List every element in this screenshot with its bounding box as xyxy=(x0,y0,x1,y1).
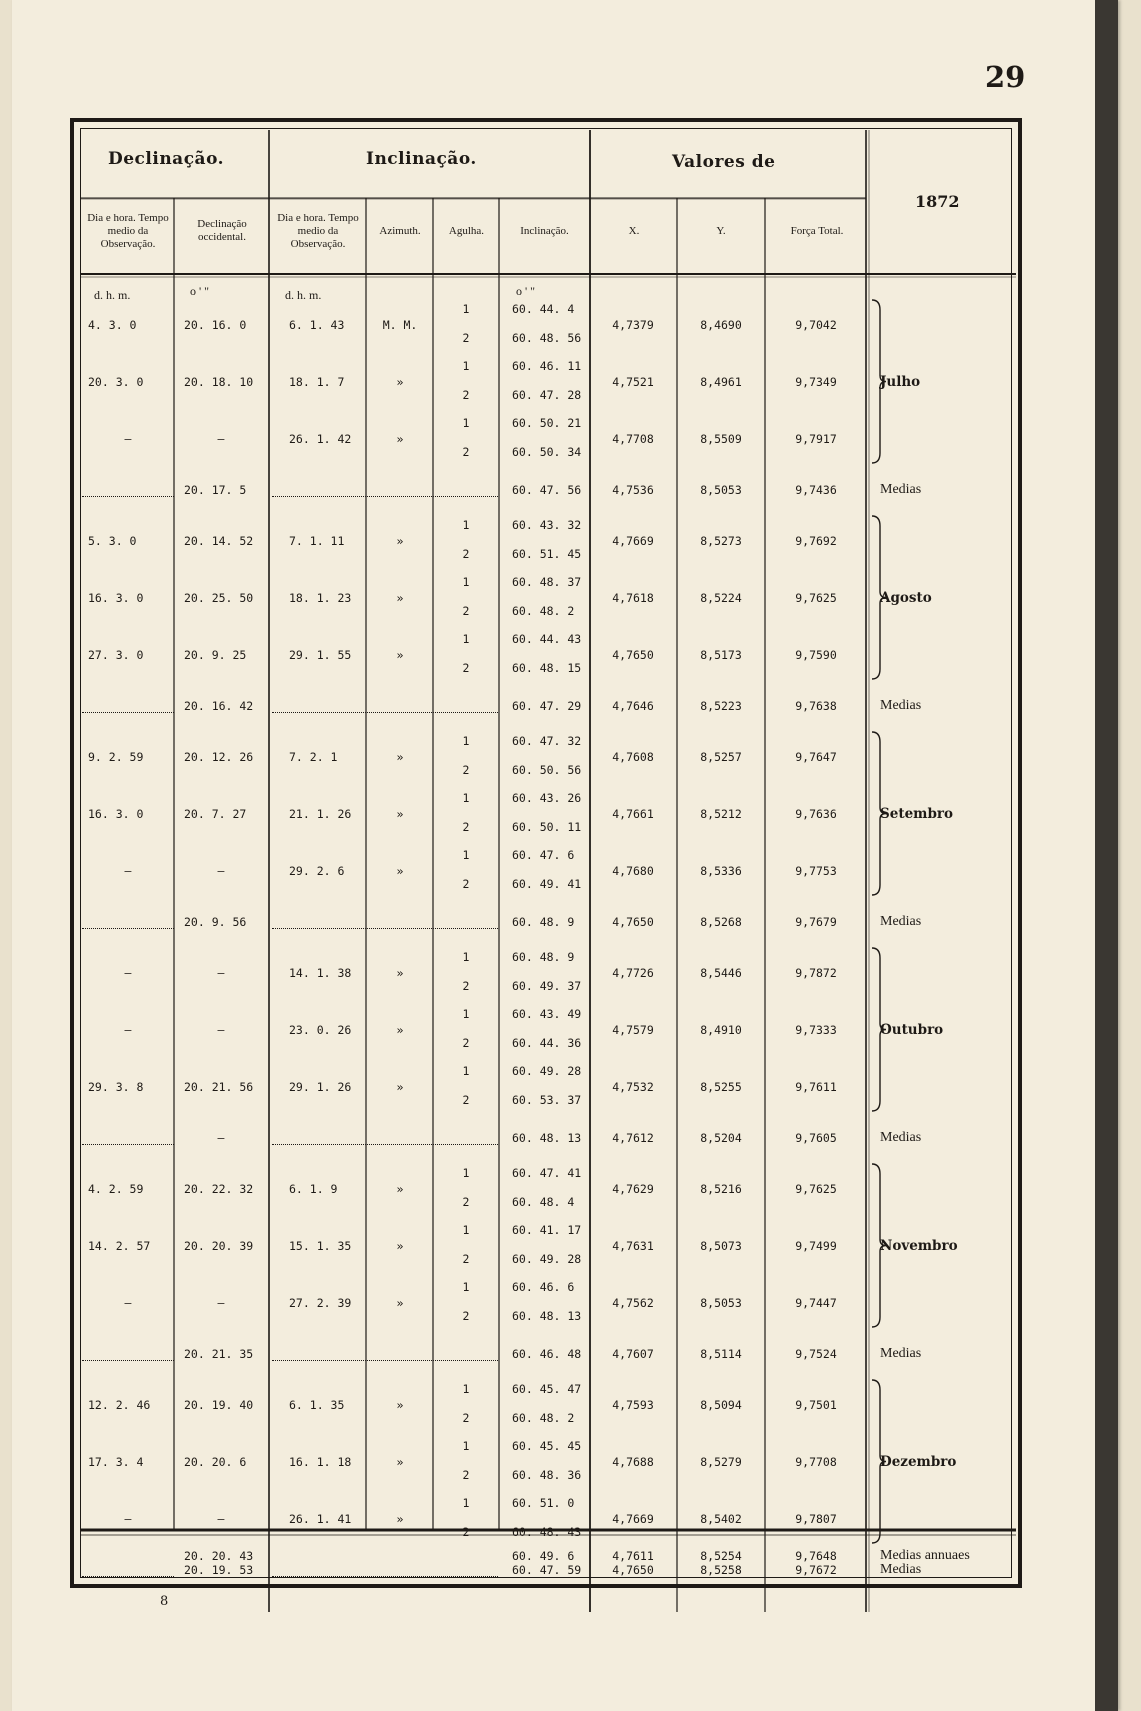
cell-time-declination: 16. 3. 0 xyxy=(88,590,144,605)
medias-label: Medias xyxy=(880,1129,922,1145)
cell-inclination-needle-2: 60. 53. 37 xyxy=(512,1093,582,1107)
cell-inclination-needle-1: 60. 41. 17 xyxy=(512,1223,582,1237)
medias-annuaes-label: Medias annuaes xyxy=(880,1548,970,1563)
dotted-leader xyxy=(82,1576,174,1577)
cell-azimuth: » xyxy=(396,965,404,980)
cell-time-declination: 27. 3. 0 xyxy=(88,647,144,662)
cell-declination: 20. 9. 25 xyxy=(184,647,247,662)
cell-declination: 20. 20. 6 xyxy=(184,1454,247,1469)
cell-mean-inclination: 60. 47. 59 xyxy=(512,1562,582,1577)
dotted-leader xyxy=(272,1360,498,1361)
cell-mean-forca-total: 9,7672 xyxy=(795,1562,837,1577)
cell-inclination-needle-1: 60. 46. 11 xyxy=(512,359,582,373)
cell-time-declination: 12. 2. 46 xyxy=(88,1397,151,1412)
cell-agulha: 1 xyxy=(462,1166,470,1180)
unit-inclination: o ' " xyxy=(516,284,536,298)
cell-forca-total: 9,7349 xyxy=(795,374,837,389)
cell-y: 8,5446 xyxy=(700,965,742,980)
cell-y: 8,4910 xyxy=(700,1022,742,1037)
cell-inclination-needle-2: 60. 48. 13 xyxy=(512,1309,582,1323)
cell-y: 8,5273 xyxy=(700,533,742,548)
cell-forca-total: 9,7625 xyxy=(795,590,837,605)
cell-inclination-needle-1: 60. 49. 28 xyxy=(512,1064,582,1078)
cell-declination: — xyxy=(217,1295,225,1310)
cell-mean-forca-total: 9,7524 xyxy=(795,1346,837,1361)
cell-time-inclination: 7. 1. 11 xyxy=(289,533,345,548)
cell-agulha: 1 xyxy=(462,848,470,862)
cell-mean-y: 8,5204 xyxy=(700,1130,742,1145)
cell-inclination-needle-1: 60. 47. 6 xyxy=(512,848,575,862)
cell-x: 4,7521 xyxy=(612,374,654,389)
cell-declination: 20. 16. 0 xyxy=(184,317,247,332)
cell-declination: — xyxy=(217,965,225,980)
cell-mean-x: 4,7607 xyxy=(612,1346,654,1361)
cell-azimuth: » xyxy=(396,1238,404,1253)
cell-time-declination: — xyxy=(124,431,132,446)
cell-agulha: 1 xyxy=(462,1439,470,1453)
cell-azimuth: » xyxy=(396,1295,404,1310)
cell-agulha: 2 xyxy=(462,388,470,402)
cell-declination: 20. 7. 27 xyxy=(184,806,247,821)
cell-time-inclination: 18. 1. 7 xyxy=(289,374,345,389)
page-number: 29 xyxy=(985,60,1026,94)
cell-x: 4,7650 xyxy=(612,647,654,662)
cell-inclination-needle-2: 60. 48. 2 xyxy=(512,604,575,618)
cell-agulha: 1 xyxy=(462,791,470,805)
cell-x: 4,7680 xyxy=(612,863,654,878)
cell-forca-total: 9,7636 xyxy=(795,806,837,821)
cell-inclination-needle-1: 60. 44. 4 xyxy=(512,302,575,316)
cell-y: 8,5053 xyxy=(700,1295,742,1310)
cell-mean-y: 8,5114 xyxy=(700,1346,742,1361)
month-label: Setembro xyxy=(880,805,954,822)
cell-time-inclination: 6. 1. 43 xyxy=(289,317,345,332)
cell-y: 8,5509 xyxy=(700,431,742,446)
cell-inclination-needle-2: 60. 51. 45 xyxy=(512,547,582,561)
cell-mean-y: 8,5053 xyxy=(700,482,742,497)
col-header-x: X. xyxy=(628,224,640,237)
dotted-leader xyxy=(272,1576,498,1577)
cell-declination: — xyxy=(217,1022,225,1037)
col-header-inclination: Inclinação. xyxy=(520,224,569,237)
cell-x: 4,7379 xyxy=(612,317,654,332)
cell-azimuth: » xyxy=(396,431,404,446)
year-header: 1872 xyxy=(915,192,960,211)
cell-forca-total: 9,7501 xyxy=(795,1397,837,1412)
col-header-forca-total: Força Total. xyxy=(790,224,844,237)
cell-mean-inclination: 60. 47. 29 xyxy=(512,698,582,713)
cell-agulha: 1 xyxy=(462,359,470,373)
cell-declination: 20. 22. 32 xyxy=(184,1181,254,1196)
cell-y: 8,5216 xyxy=(700,1181,742,1196)
cell-mean-y: 8,5223 xyxy=(700,698,742,713)
cell-y: 8,5224 xyxy=(700,590,742,605)
cell-agulha: 2 xyxy=(462,661,470,675)
cell-declination: — xyxy=(217,431,225,446)
cell-time-inclination: 29. 1. 55 xyxy=(289,647,352,662)
cell-inclination-needle-1: 60. 43. 32 xyxy=(512,518,582,532)
cell-x: 4,7631 xyxy=(612,1238,654,1253)
cell-inclination-needle-2: 60. 50. 34 xyxy=(512,445,582,459)
cell-time-declination: 14. 2. 57 xyxy=(88,1238,151,1253)
cell-x: 4,7669 xyxy=(612,533,654,548)
cell-y: 8,5173 xyxy=(700,647,742,662)
cell-azimuth: » xyxy=(396,533,404,548)
cell-y: 8,5255 xyxy=(700,1079,742,1094)
cell-agulha: 2 xyxy=(462,331,470,345)
cell-mean-declination: 20. 19. 53 xyxy=(184,1562,254,1577)
cell-time-declination: — xyxy=(124,1022,132,1037)
cell-forca-total: 9,7625 xyxy=(795,1181,837,1196)
cell-agulha: 1 xyxy=(462,632,470,646)
cell-x: 4,7532 xyxy=(612,1079,654,1094)
cell-azimuth: » xyxy=(396,647,404,662)
cell-azimuth: » xyxy=(396,374,404,389)
cell-x: 4,7618 xyxy=(612,590,654,605)
cell-declination: 20. 12. 26 xyxy=(184,749,254,764)
cell-time-declination: — xyxy=(124,1511,132,1526)
cell-declination: — xyxy=(217,863,225,878)
cell-inclination-needle-2: 60. 49. 41 xyxy=(512,877,582,891)
group-header-valores: Valores de xyxy=(672,152,776,172)
medias-label: Medias xyxy=(880,913,922,929)
cell-forca-total: 9,7692 xyxy=(795,533,837,548)
cell-inclination-needle-1: 60. 47. 41 xyxy=(512,1166,582,1180)
cell-agulha: 2 xyxy=(462,1525,470,1539)
cell-time-declination: 20. 3. 0 xyxy=(88,374,144,389)
cell-agulha: 2 xyxy=(462,547,470,561)
cell-mean-x: 4,7612 xyxy=(612,1130,654,1145)
cell-mean-x: 4,7650 xyxy=(612,1562,654,1577)
cell-time-inclination: 15. 1. 35 xyxy=(289,1238,352,1253)
cell-time-declination: 4. 2. 59 xyxy=(88,1181,144,1196)
cell-time-inclination: 7. 2. 1 xyxy=(289,749,338,764)
cell-time-inclination: 23. 0. 26 xyxy=(289,1022,352,1037)
cell-mean-x: 4,7646 xyxy=(612,698,654,713)
month-label: Julho xyxy=(880,373,921,390)
cell-forca-total: 9,7872 xyxy=(795,965,837,980)
cell-agulha: 2 xyxy=(462,1411,470,1425)
cell-y: 8,5336 xyxy=(700,863,742,878)
cell-agulha: 1 xyxy=(462,1382,470,1396)
month-label: Dezembro xyxy=(880,1453,957,1470)
cell-azimuth: » xyxy=(396,590,404,605)
cell-agulha: 2 xyxy=(462,820,470,834)
cell-mean-forca-total: 9,7436 xyxy=(795,482,837,497)
cell-inclination-needle-1: 60. 44. 43 xyxy=(512,632,582,646)
cell-time-inclination: 21. 1. 26 xyxy=(289,806,352,821)
footer-mark: 8 xyxy=(160,1594,169,1609)
cell-x: 4,7726 xyxy=(612,965,654,980)
cell-inclination-needle-2: 60. 50. 11 xyxy=(512,820,582,834)
cell-inclination-needle-1: 60. 46. 6 xyxy=(512,1280,575,1294)
cell-forca-total: 9,7590 xyxy=(795,647,837,662)
cell-azimuth: » xyxy=(396,1079,404,1094)
cell-y: 8,4690 xyxy=(700,317,742,332)
cell-agulha: 2 xyxy=(462,979,470,993)
cell-annual-forca-total: 9,7648 xyxy=(795,1549,837,1563)
medias-label: Medias xyxy=(880,697,922,713)
cell-forca-total: 9,7647 xyxy=(795,749,837,764)
cell-time-inclination: 16. 1. 18 xyxy=(289,1454,352,1469)
cell-inclination-needle-2: 60. 48. 56 xyxy=(512,331,582,345)
group-header-declinacao: Declinação. xyxy=(108,149,225,169)
cell-time-inclination: 6. 1. 9 xyxy=(289,1181,338,1196)
cell-declination: 20. 19. 40 xyxy=(184,1397,254,1412)
cell-mean-y: 8,5268 xyxy=(700,914,742,929)
cell-agulha: 2 xyxy=(462,1468,470,1482)
cell-y: 8,5402 xyxy=(700,1511,742,1526)
cell-agulha: 2 xyxy=(462,604,470,618)
cell-mean-inclination: 60. 48. 9 xyxy=(512,914,575,929)
cell-time-inclination: 26. 1. 42 xyxy=(289,431,352,446)
cell-inclination-needle-2: 60. 48. 36 xyxy=(512,1468,582,1482)
cell-inclination-needle-2: 60. 50. 56 xyxy=(512,763,582,777)
col-header-time-inclination: Dia e hora. Tempo medio da Observação. xyxy=(277,211,359,250)
cell-agulha: 2 xyxy=(462,1093,470,1107)
cell-agulha: 1 xyxy=(462,1007,470,1021)
dotted-leader xyxy=(82,496,174,497)
cell-y: 8,5212 xyxy=(700,806,742,821)
cell-forca-total: 9,7447 xyxy=(795,1295,837,1310)
cell-forca-total: 9,7807 xyxy=(795,1511,837,1526)
cell-annual-declination: 20. 20. 43 xyxy=(184,1549,254,1563)
cell-mean-inclination: 60. 47. 56 xyxy=(512,482,582,497)
cell-time-declination: — xyxy=(124,863,132,878)
cell-x: 4,7562 xyxy=(612,1295,654,1310)
cell-mean-declination: — xyxy=(217,1130,225,1145)
cell-forca-total: 9,7753 xyxy=(795,863,837,878)
cell-forca-total: 9,7333 xyxy=(795,1022,837,1037)
dotted-leader xyxy=(272,1144,498,1145)
dotted-leader xyxy=(82,928,174,929)
cell-time-inclination: 6. 1. 35 xyxy=(289,1397,345,1412)
cell-mean-inclination: 60. 48. 13 xyxy=(512,1130,582,1145)
cell-azimuth: » xyxy=(396,1511,404,1526)
cell-agulha: 1 xyxy=(462,518,470,532)
cell-mean-forca-total: 9,7679 xyxy=(795,914,837,929)
cell-x: 4,7661 xyxy=(612,806,654,821)
cell-inclination-needle-1: 60. 43. 26 xyxy=(512,791,582,805)
cell-time-declination: — xyxy=(124,965,132,980)
unit-time-declination: d. h. m. xyxy=(94,288,131,302)
cell-inclination-needle-2: 60. 49. 28 xyxy=(512,1252,582,1266)
cell-inclination-needle-2: 60. 49. 37 xyxy=(512,979,582,993)
cell-azimuth: » xyxy=(396,806,404,821)
cell-annual-y: 8,5254 xyxy=(700,1549,742,1563)
cell-time-inclination: 29. 1. 26 xyxy=(289,1079,352,1094)
cell-x: 4,7579 xyxy=(612,1022,654,1037)
dotted-leader xyxy=(82,1360,174,1361)
cell-agulha: 1 xyxy=(462,416,470,430)
cell-inclination-needle-1: 60. 45. 45 xyxy=(512,1439,582,1453)
cell-annual-x: 4,7611 xyxy=(612,1549,654,1563)
cell-inclination-needle-1: 60. 47. 32 xyxy=(512,734,582,748)
cell-forca-total: 9,7917 xyxy=(795,431,837,446)
cell-time-inclination: 14. 1. 38 xyxy=(289,965,352,980)
cell-inclination-needle-1: 60. 45. 47 xyxy=(512,1382,582,1396)
cell-annual-inclination: 60. 49. 6 xyxy=(512,1549,575,1563)
col-header-y: Y. xyxy=(716,224,726,237)
dotted-leader xyxy=(272,496,498,497)
cell-agulha: 1 xyxy=(462,1496,470,1510)
cell-agulha: 2 xyxy=(462,1036,470,1050)
cell-inclination-needle-2: 60. 47. 28 xyxy=(512,388,582,402)
cell-forca-total: 9,7042 xyxy=(795,317,837,332)
cell-inclination-needle-2: 60. 44. 36 xyxy=(512,1036,582,1050)
cell-mean-inclination: 60. 46. 48 xyxy=(512,1346,582,1361)
dotted-leader xyxy=(82,712,174,713)
cell-x: 4,7669 xyxy=(612,1511,654,1526)
cell-y: 8,4961 xyxy=(700,374,742,389)
month-label: Agosto xyxy=(880,589,932,606)
cell-declination: 20. 18. 10 xyxy=(184,374,254,389)
cell-agulha: 2 xyxy=(462,1195,470,1209)
cell-azimuth: » xyxy=(396,1022,404,1037)
cell-mean-declination: 20. 9. 56 xyxy=(184,914,247,929)
cell-time-declination: 5. 3. 0 xyxy=(88,533,137,548)
cell-forca-total: 9,7708 xyxy=(795,1454,837,1469)
cell-x: 4,7608 xyxy=(612,749,654,764)
cell-azimuth: » xyxy=(396,1181,404,1196)
cell-inclination-needle-1: 60. 43. 49 xyxy=(512,1007,582,1021)
cell-agulha: 2 xyxy=(462,1309,470,1323)
cell-inclination-needle-2: 60. 48. 4 xyxy=(512,1195,575,1209)
dotted-leader xyxy=(272,928,498,929)
cell-inclination-needle-1: 60. 50. 21 xyxy=(512,416,582,430)
cell-azimuth: M. M. xyxy=(382,317,418,332)
cell-inclination-needle-1: 60. 51. 0 xyxy=(512,1496,575,1510)
cell-y: 8,5279 xyxy=(700,1454,742,1469)
cell-forca-total: 9,7499 xyxy=(795,1238,837,1253)
cell-x: 4,7629 xyxy=(612,1181,654,1196)
cell-time-declination: 17. 3. 4 xyxy=(88,1454,144,1469)
col-header-declination: Declinação occidental. xyxy=(197,218,247,243)
cell-azimuth: » xyxy=(396,749,404,764)
month-label: Novembro xyxy=(880,1237,958,1254)
cell-mean-forca-total: 9,7638 xyxy=(795,698,837,713)
cell-agulha: 1 xyxy=(462,575,470,589)
cell-y: 8,5257 xyxy=(700,749,742,764)
cell-time-inclination: 18. 1. 23 xyxy=(289,590,352,605)
cell-azimuth: » xyxy=(396,1454,404,1469)
cell-mean-declination: 20. 16. 42 xyxy=(184,698,254,713)
col-header-time-declination: Dia e hora. Tempo medio da Observação. xyxy=(87,211,169,250)
medias-label: Medias xyxy=(880,481,922,497)
cell-agulha: 1 xyxy=(462,1064,470,1078)
dotted-leader xyxy=(272,712,498,713)
col-header-azimuth: Azimuth. xyxy=(379,224,421,237)
cell-azimuth: » xyxy=(396,863,404,878)
cell-declination: 20. 14. 52 xyxy=(184,533,254,548)
cell-forca-total: 9,7611 xyxy=(795,1079,837,1094)
cell-agulha: 2 xyxy=(462,1252,470,1266)
cell-x: 4,7708 xyxy=(612,431,654,446)
cell-mean-x: 4,7650 xyxy=(612,914,654,929)
cell-inclination-needle-2: 60. 48. 2 xyxy=(512,1411,575,1425)
group-header-inclinacao: Inclinação. xyxy=(366,149,477,169)
cell-declination: 20. 20. 39 xyxy=(184,1238,254,1253)
cell-inclination-needle-2: 60. 48. 15 xyxy=(512,661,582,675)
cell-x: 4,7593 xyxy=(612,1397,654,1412)
cell-declination: 20. 25. 50 xyxy=(184,590,254,605)
cell-mean-y: 8,5258 xyxy=(700,1562,742,1577)
cell-mean-declination: 20. 21. 35 xyxy=(184,1346,254,1361)
cell-mean-forca-total: 9,7605 xyxy=(795,1130,837,1145)
cell-agulha: 1 xyxy=(462,734,470,748)
dotted-leader xyxy=(82,1144,174,1145)
cell-agulha: 2 xyxy=(462,877,470,891)
cell-time-inclination: 29. 2. 6 xyxy=(289,863,345,878)
cell-azimuth: » xyxy=(396,1397,404,1412)
cell-inclination-needle-2: 60. 48. 43 xyxy=(512,1525,582,1539)
unit-declination: o ' " xyxy=(190,284,210,298)
cell-inclination-needle-1: 60. 48. 9 xyxy=(512,950,575,964)
cell-agulha: 1 xyxy=(462,950,470,964)
cell-declination: — xyxy=(217,1511,225,1526)
month-label: Outubro xyxy=(880,1021,944,1038)
cell-mean-declination: 20. 17. 5 xyxy=(184,482,247,497)
medias-label: Medias xyxy=(880,1345,922,1361)
cell-time-inclination: 27. 2. 39 xyxy=(289,1295,352,1310)
cell-agulha: 1 xyxy=(462,1223,470,1237)
unit-time-inclination: d. h. m. xyxy=(285,288,322,302)
cell-y: 8,5073 xyxy=(700,1238,742,1253)
cell-time-declination: — xyxy=(124,1295,132,1310)
cell-inclination-needle-1: 60. 48. 37 xyxy=(512,575,582,589)
cell-agulha: 1 xyxy=(462,1280,470,1294)
cell-time-declination: 29. 3. 8 xyxy=(88,1079,144,1094)
medias-label: Medias xyxy=(880,1561,922,1577)
cell-agulha: 2 xyxy=(462,445,470,459)
cell-y: 8,5094 xyxy=(700,1397,742,1412)
cell-x: 4,7688 xyxy=(612,1454,654,1469)
cell-time-declination: 16. 3. 0 xyxy=(88,806,144,821)
cell-time-declination: 9. 2. 59 xyxy=(88,749,144,764)
cell-time-inclination: 26. 1. 41 xyxy=(289,1511,352,1526)
cell-mean-x: 4,7536 xyxy=(612,482,654,497)
cell-time-declination: 4. 3. 0 xyxy=(88,317,137,332)
col-header-agulha: Agulha. xyxy=(448,224,485,237)
cell-agulha: 1 xyxy=(462,302,470,316)
cell-declination: 20. 21. 56 xyxy=(184,1079,254,1094)
cell-agulha: 2 xyxy=(462,763,470,777)
